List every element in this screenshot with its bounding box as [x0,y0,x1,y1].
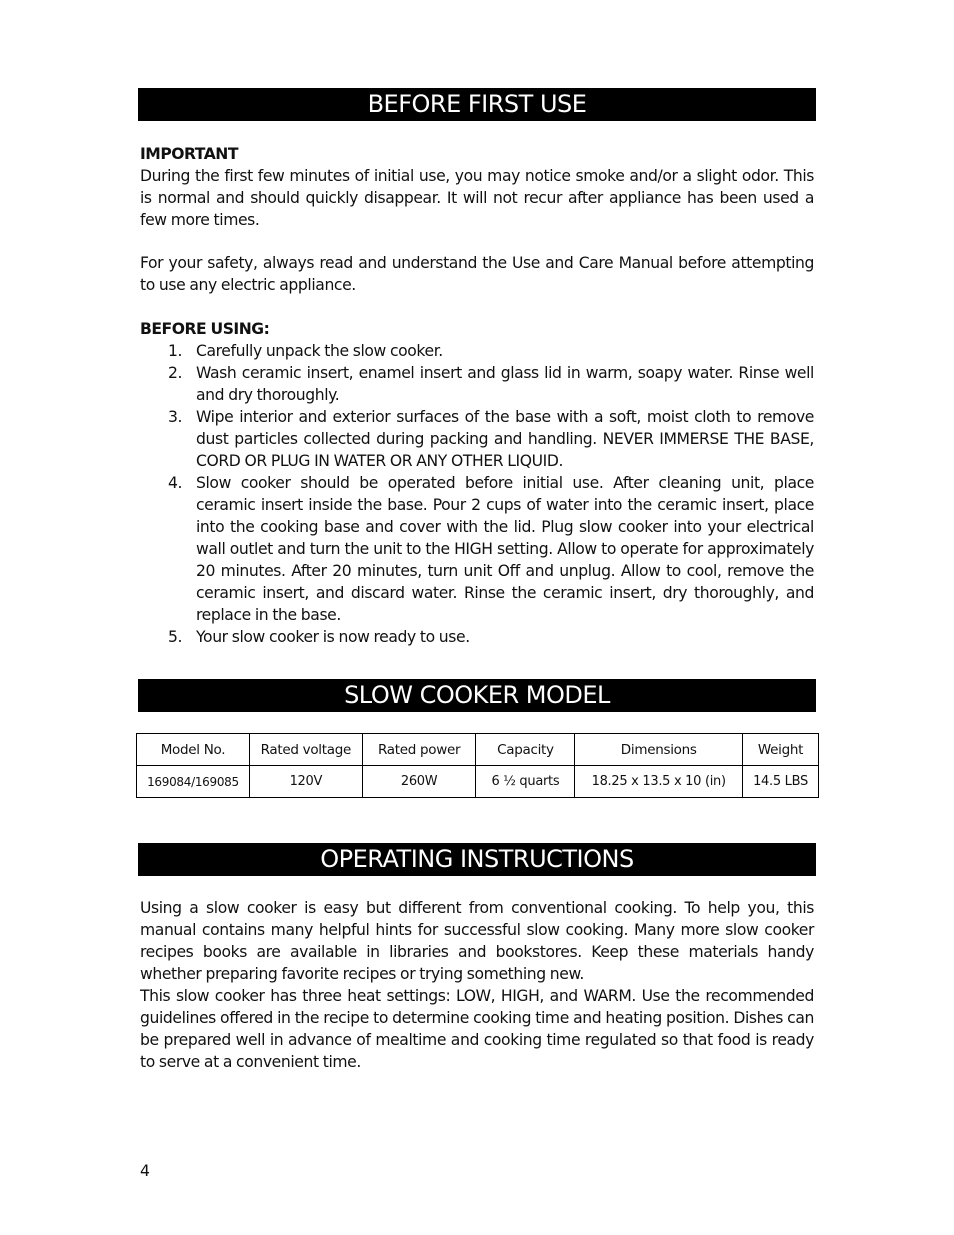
list-item [160,472,814,626]
step-number: 3. [168,408,183,426]
before-first-use-heading: BEFORE FIRST USE [138,88,816,121]
important-label: IMPORTANT [140,145,238,163]
step-text: Wipe interior and exterior surfaces of the base with a soft, moist cloth to remove dust particles collected during packing and handling. NEVER IMMERSE THE BASE, CORD OR PLUG IN WATER OR ANY OTHER LIQUID. [196,408,814,470]
header-capacity: Capacity [476,734,575,766]
cell-dimensions: 18.25 x 13.5 x 10 (in) [575,766,743,798]
cell-weight: 14.5 LBS [743,766,819,798]
important-text: During the first few minutes of initial use, you may notice smoke and/or a slight odor. This is normal and should quickly disappear. It will not recur after appliance has been used a few more times. [140,167,814,229]
list-item [160,340,814,362]
important-block [140,143,814,231]
step-text: Carefully unpack the slow cooker. [196,342,443,360]
header-model-no: Model No. [137,734,250,766]
before-using-label: BEFORE USING: [140,320,270,338]
before-using-steps [160,340,814,648]
safety-text: For your safety, always read and understand the Use and Care Manual before attempting to use any electric appliance. [140,254,814,294]
operating-paragraph-2: This slow cooker has three heat settings: LOW, HIGH, and WARM. Use the recommended guidelines offered in the recipe to determine cooking time and heating position. Dishes can be prepared well in advance of mealtime and cooking time regulated so that food is ready to serve at a convenient time. [140,987,814,1071]
header-rated-voltage: Rated voltage [249,734,362,766]
header-dimensions: Dimensions [575,734,743,766]
operating-instructions-heading: OPERATING INSTRUCTIONS [138,843,816,876]
slow-cooker-model-heading: SLOW COOKER MODEL [138,679,816,712]
safety-paragraph [140,252,814,296]
step-text: Wash ceramic insert, enamel insert and glass lid in warm, soapy water. Rinse well and dry thoroughly. [196,364,814,404]
header-weight: Weight [743,734,819,766]
cell-model-no: 169084/169085 [137,766,250,798]
step-number: 4. [168,474,183,492]
table-header-row [137,734,819,766]
cell-rated-voltage: 120V [249,766,362,798]
operating-text [140,897,814,1073]
step-number: 1. [168,342,183,360]
model-spec-table [136,733,819,798]
page-number: 4 [140,1162,150,1180]
list-item [160,626,814,648]
step-number: 2. [168,364,183,382]
step-text: Slow cooker should be operated before initial use. After cleaning unit, place ceramic insert inside the base. Pour 2 cups of water into the ceramic insert, place into the cooking base and cover with the lid. Plug slow cooker into your electrical wall outlet and turn the unit to the HIGH setting. Allow to operate for approximately 20 minutes. After 20 minutes, turn unit Off and unplug. Allow to cool, remove the ceramic insert, and discard water. Rinse the ceramic insert, dry thoroughly, and replace in the base. [196,474,814,624]
header-rated-power: Rated power [362,734,476,766]
list-item [160,406,814,472]
list-item [160,362,814,406]
operating-paragraph-1: Using a slow cooker is easy but different from conventional cooking. To help you, this manual contains many helpful hints for successful slow cooking. Many more slow cooker recipes books are available in libraries and bookstores. Keep these materials handy whether preparing favorite recipes or trying something new. [140,899,814,983]
cell-capacity: 6 ½ quarts [476,766,575,798]
step-number: 5. [168,628,183,646]
before-using-block [140,318,814,340]
cell-rated-power: 260W [362,766,476,798]
table-row [137,766,819,798]
step-text: Your slow cooker is now ready to use. [196,628,470,646]
